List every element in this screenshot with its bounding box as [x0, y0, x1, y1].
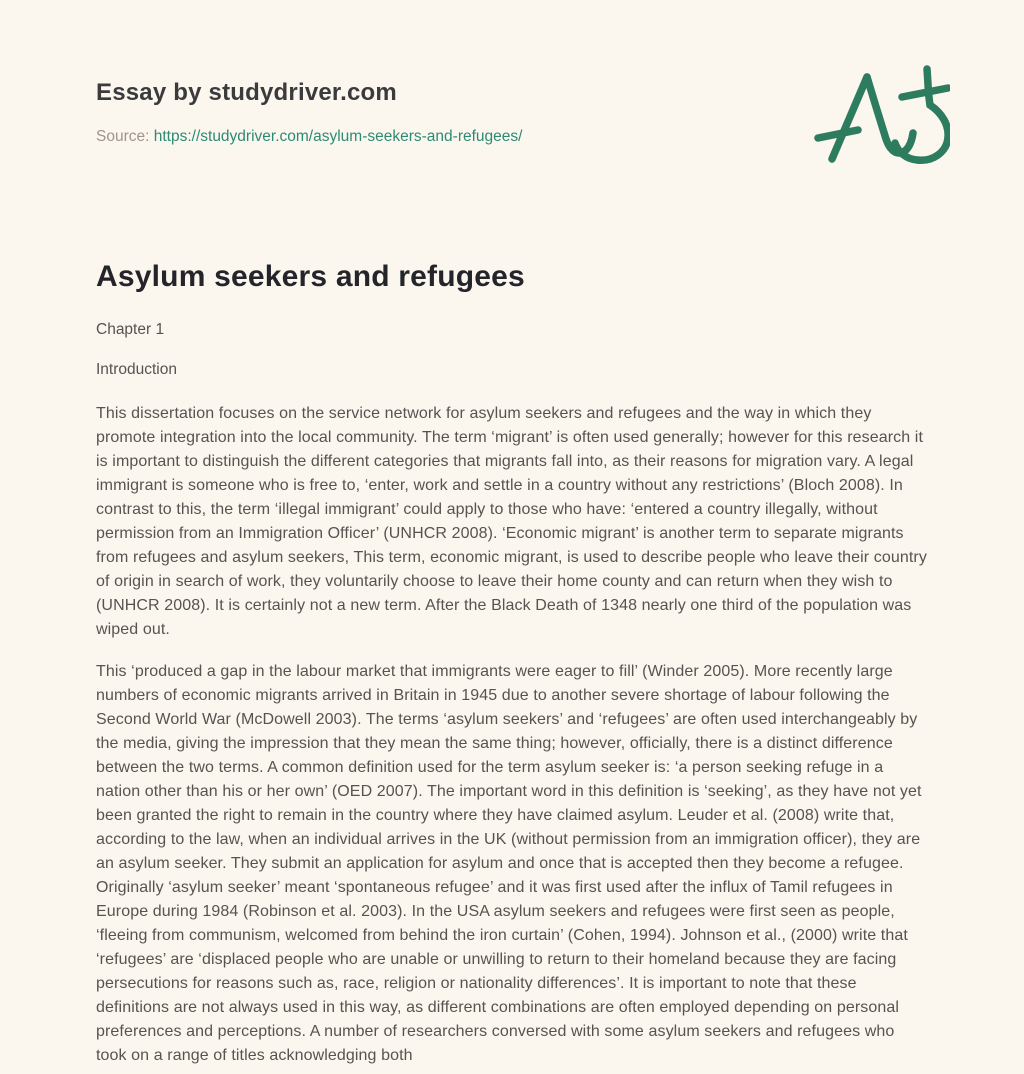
section-label: Introduction	[96, 361, 177, 378]
source-link[interactable]: https://studydriver.com/asylum-seekers-and-refugees/	[153, 128, 523, 145]
source-line	[96, 127, 928, 147]
essay-content	[96, 259, 928, 1068]
site-heading: Essay by studydriver.com	[96, 79, 397, 106]
page-header	[96, 0, 928, 147]
essay-title: Asylum seekers and refugees	[96, 260, 525, 293]
essay-paragraph-1: This dissertation focuses on the service network for asylum seekers and refugees and the way in which they promote integration into the local community. The term ‘migrant’ is often used generally; however for this research it is important to distinguish the different categories that migrants fall into, as their reasons for migration vary. A legal immigrant is someone who is free to, ‘enter, work and settle in a country without any restrictions’ (Bloch 2008). In contrast to this, the term ‘illegal immigrant’ could apply to those who have: ‘entered a country illegally, without permission from an Immigration Officer’ (UNHCR 2008). ‘Economic migrant’ is another term to separate migrants from refugees and asylum seekers, This term, economic migrant, is used to describe people who leave their country of origin in search of work, they voluntarily choose to leave their home county and can return when they wish to (UNHCR 2008). It is certainly not a new term. After the Black Death of 1348 nearly one third of the population was wiped out.	[96, 405, 927, 638]
chapter-label: Chapter 1	[96, 321, 165, 338]
essay-paragraph-2: This ‘produced a gap in the labour market that immigrants were eager to fill’ (Winder 2005). More recently large numbers of economic migrants arrived in Britain in 1945 due to another severe shortage of labour following the Second World War (McDowell 2003). The terms ‘asylum seekers’ and ‘refugees’ are often used interchangeably by the media, giving the impression that they mean the same thing; however, officially, there is a distinct difference between the two terms. A common definition used for the term asylum seeker is: ‘a person seeking refuge in a nation other than his or her own’ (OED 2007). The important word in this definition is ‘seeking’, as they have not yet been granted the right to remain in the country where they have claimed asylum. Leuder et al. (2008) write that, according to the law, when an individual arrives in the UK (without permission from an immigration officer), they are an asylum seeker. They submit an application for asylum and once that is accepted then they become a refugee. Originally ‘asylum seeker’ meant ‘spontaneous refugee’ and it was first used after the influx of Tamil refugees in Europe during 1984 (Robinson et al. 2003). In the USA asylum seekers and refugees were first seen as people, ‘fleeing from communism, welcomed from behind the iron curtain’ (Cohen, 1994). Johnson et al., (2000) write that ‘refugees’ are ‘displaced people who are unable or unwilling to return to their homeland because they are facing persecutions for reasons such as, race, religion or nationality differences’. It is important to note that these definitions are not always used in this way, as different combinations are often employed depending on personal preferences and perceptions. A number of researchers conversed with some asylum seekers and refugees who took on a range of titles acknowledging both	[96, 663, 922, 1064]
source-label: Source:	[96, 128, 150, 145]
studydriver-a-plus-logo-icon	[810, 55, 950, 175]
